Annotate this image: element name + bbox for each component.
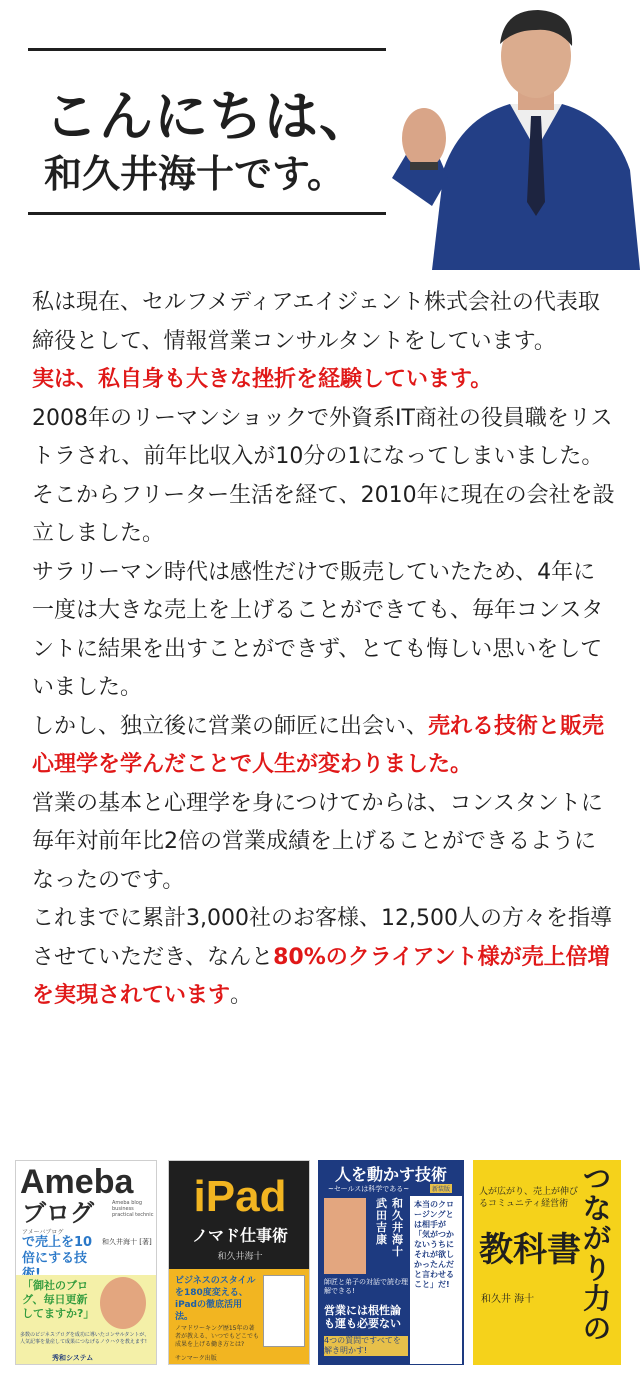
book-title-2: 教科書 [479,1230,581,1270]
book-publisher: サンマーク出版 [175,1355,217,1362]
book-sub: 人が広がり、売上が伸びるコミュニティ経営術 [479,1187,579,1209]
name-title: 和久井海十です。 [44,151,345,196]
book-author-1: 武田吉康 [376,1197,387,1246]
paragraph-text: 。 [230,983,253,1008]
paragraph-highlight: 80%のクライアント様が売上倍増を実現されています [32,944,610,1008]
book-desc: 多数のビジネスブログを成功に導いたコンサルタントが、人気記事を量産して成果につなげるノウハウを教えます! [20,1332,150,1345]
book-catch-1: 師匠と弟子の対話で読む理解できる! [324,1278,408,1295]
greeting-title: こんにちは、 [44,84,374,148]
book-subtitle: ~セールスは科学である~ [328,1185,410,1193]
book-title: iPad [193,1172,287,1221]
book-author: 和久井海十 [217,1252,263,1262]
paragraph: 営業の基本と心理学を身につけてからは、コンスタントに毎年対前年比2倍の営業成績を上げることができるようになったのです。 [32,790,603,893]
book-tsunagari [473,1160,621,1365]
book-title-2: ブログ [22,1199,94,1227]
book-quote: 本当のクロージングとは相手が「気がつかないうちにそれが欲しかったんだと言わせること」だ! [414,1200,454,1289]
book-quote: 「御社のブログ、毎日更新してますか?」 [22,1279,95,1320]
paragraph [32,708,617,785]
book-sub: アメーバブログ [22,1229,64,1236]
bottom-rule [28,212,386,215]
paragraph: 私は現在、セルフメディアエイジェント株式会社の代表取締役として、情報営業コンサルタントをしています。 [32,290,600,354]
tablet-icon [263,1275,305,1347]
book-english: Ameba blog business practical technic [112,1200,154,1218]
book-catch: で売上を10倍にする技 [22,1235,93,1266]
book-author-2: 和久井海十 [392,1197,403,1258]
paragraph-text: これまでに累計3,000社のお客様、12,500人の方々を指導させていただき、なんと [32,906,612,970]
book-catch-3: 4つの質問ですべてを解き明かす! [324,1336,408,1356]
book-ipad [168,1160,310,1365]
book-publisher: 秀和システム [52,1354,94,1362]
book-catch-2: 営業には根性論も運も必要ない [324,1304,401,1330]
book-subtitle: ノマド仕事術 [191,1226,288,1245]
paragraph: 2008年のリーマンショックで外資系IT商社の役員職をリストラされ、前年比収入が10分の1になってしまいました。そこからフリーター生活を経て、2010年に現在の会社を設立しました。 [32,405,615,546]
book-title: Ameba [20,1163,134,1201]
paragraph [32,900,617,1016]
intro-text [32,284,617,1016]
top-rule [28,48,386,51]
author-photo-icon [100,1277,146,1329]
paragraph-text: しかし、独立後に営業の師匠に出会い、 [32,713,429,739]
book-author: 和久井海十 [著] [102,1238,152,1246]
book-catch: ビジネスのスタイルを180度変える、iPadの徹底活用法。 [175,1276,256,1322]
author-portrait [392,0,640,270]
book-hito-wo-ugokasu [318,1160,464,1365]
book-author: 和久井 海十 [481,1294,535,1305]
book-ameba-blog [15,1160,157,1365]
author-photo-icon [324,1198,366,1274]
book-title: 人を動かす技術 [334,1165,447,1184]
paragraph-highlight: 実は、私自身も大きな挫折を経験しています。 [32,367,493,392]
paragraph: サラリーマン時代は感性だけで販売していたため、4年に一度は大きな売上を上げることができても、毎年コンスタントに結果を出すことができず、とても悔しい思いをしていました。 [32,559,604,700]
paragraph-highlight: 売れる技術と販売心理学を学んだことで人生が変わりました。 [32,713,605,777]
book-title: つながり力の [583,1162,612,1345]
book-badge: 新装版 [432,1186,451,1193]
book-desc: ノマドワーキング歴15年の著者が教える、いつでもどこでも成果を上げる働き方とは? [175,1325,260,1348]
